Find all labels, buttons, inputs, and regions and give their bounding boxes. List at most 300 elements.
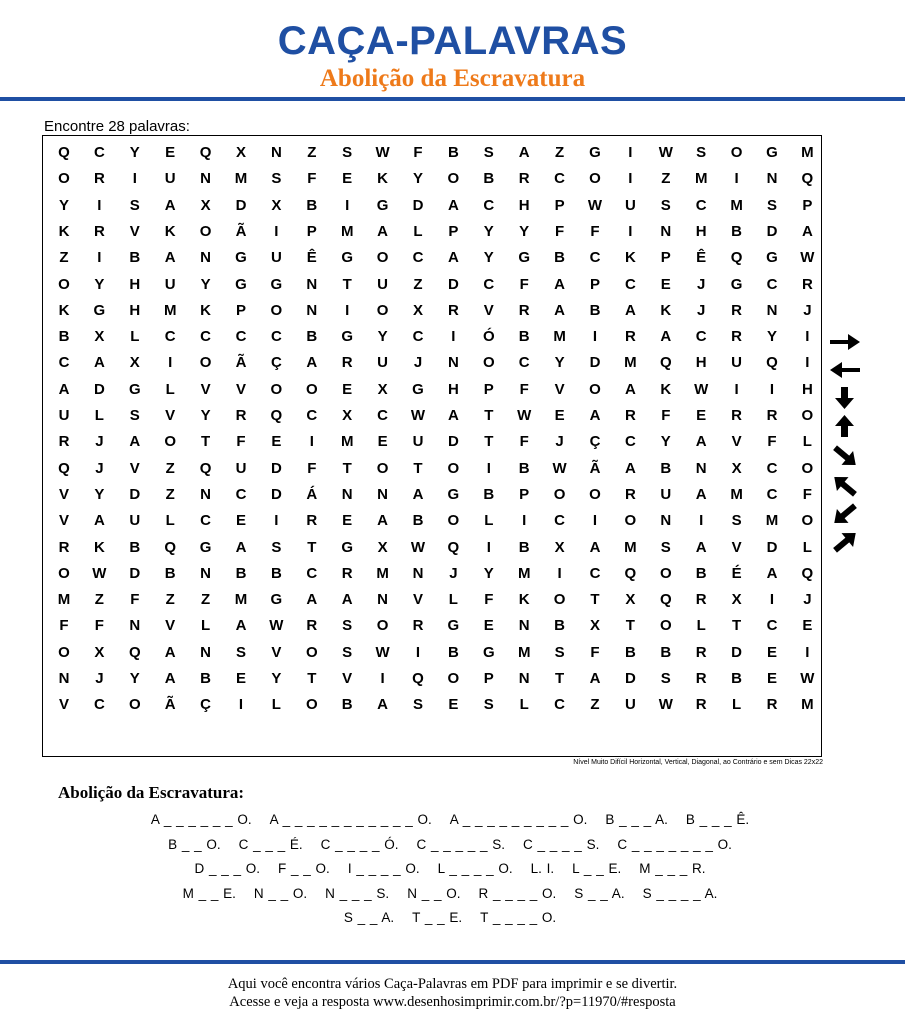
- grid-cell: B: [164, 564, 176, 582]
- grid-cell: R: [306, 617, 318, 635]
- grid-cell: X: [554, 538, 565, 556]
- grid-cell: I: [451, 328, 456, 346]
- grid-cell: F: [590, 222, 600, 240]
- grid-cell: W: [269, 617, 284, 635]
- grid-cell: U: [164, 170, 176, 188]
- grid-cell: K: [58, 301, 70, 319]
- grid-cell: A: [377, 696, 389, 714]
- grid-cell: D: [447, 275, 459, 293]
- grid-cell: S: [271, 538, 282, 556]
- grid-cell: E: [342, 512, 353, 530]
- grid-cell: O: [376, 301, 389, 319]
- grid-cell: F: [519, 433, 529, 451]
- grid-cell: L: [165, 380, 175, 398]
- grid-cell: W: [375, 144, 390, 161]
- grid-cell: Y: [129, 670, 140, 687]
- grid-cell: A: [624, 459, 636, 477]
- grid-cell: W: [410, 538, 426, 556]
- word-clue: D _ _ _ O.: [194, 861, 261, 876]
- grid-cell: O: [482, 354, 495, 372]
- grid-cell: S: [483, 696, 494, 714]
- grid-cell: U: [377, 354, 389, 372]
- grid-cell: R: [624, 328, 636, 346]
- grid-cell: P: [519, 485, 530, 503]
- grid-cell: E: [342, 170, 353, 188]
- grid-cell: E: [766, 670, 777, 687]
- grid-cell: C: [270, 328, 282, 346]
- grid-cell: D: [270, 459, 282, 477]
- grid-cell: L: [519, 696, 529, 714]
- grid-cell: N: [766, 301, 778, 319]
- grid-cell: W: [587, 196, 603, 214]
- grid-cell: T: [555, 670, 565, 687]
- grid-cell: I: [345, 301, 350, 319]
- grid-cell: W: [410, 407, 426, 424]
- grid-cell: I: [274, 512, 279, 530]
- grid-cell: W: [375, 643, 390, 661]
- grid-cell: A: [624, 301, 636, 319]
- grid-cell: N: [695, 459, 707, 477]
- grid-cell: O: [553, 485, 566, 503]
- grid-cell: E: [271, 433, 282, 451]
- grid-cell: R: [341, 354, 353, 372]
- grid-cell: A: [306, 591, 318, 609]
- grid-cell: O: [128, 696, 141, 714]
- word-clue: M _ _ E.: [182, 885, 236, 901]
- grid-cell: C: [695, 196, 707, 214]
- grid-cell: Y: [94, 275, 105, 293]
- arrow-left-icon: [828, 358, 862, 382]
- grid-cell: O: [730, 144, 743, 161]
- grid-cell: S: [483, 144, 494, 161]
- grid-cell: W: [658, 696, 673, 714]
- grid-cell: Q: [199, 459, 212, 477]
- grid-cell: Ç: [589, 433, 601, 451]
- grid-cell: Y: [200, 407, 211, 424]
- grid-cell: A: [624, 380, 636, 398]
- grid-cell: Q: [58, 144, 70, 161]
- grid-cell: X: [200, 196, 211, 214]
- grid-cell: S: [342, 144, 353, 161]
- grid-cell: N: [200, 249, 212, 267]
- grid-cell: U: [235, 459, 247, 477]
- grid-cell: E: [342, 380, 353, 398]
- grid-cell: O: [447, 512, 460, 530]
- grid-cell: S: [660, 538, 671, 556]
- grid-cell: U: [270, 249, 282, 267]
- grid-cell: G: [270, 591, 283, 609]
- grid-cell: I: [769, 380, 775, 398]
- grid-cell: Q: [270, 407, 283, 424]
- grid-cell: I: [699, 512, 704, 530]
- grid-cell: H: [129, 275, 141, 293]
- grid-cell: L: [165, 512, 175, 530]
- grid-cell: N: [766, 170, 778, 188]
- grid-cell: N: [447, 354, 459, 372]
- grid-cell: Y: [412, 170, 423, 188]
- grid-cell: W: [658, 144, 673, 161]
- grid-cell: V: [554, 380, 565, 398]
- grid-cell: É: [731, 564, 742, 582]
- word-clue: C _ _ _ _ S.: [523, 836, 600, 852]
- grid-cell: B: [447, 643, 459, 661]
- grid-cell: O: [447, 670, 460, 687]
- grid-cell: S: [696, 144, 707, 161]
- grid-cell: E: [696, 407, 707, 424]
- footer-line-1: Aqui você encontra vários Caça-Palavras em PDF para imprimir e se divertir.: [227, 976, 678, 992]
- grid-cell: F: [519, 275, 529, 293]
- word-clue: F _ _ O.: [278, 861, 330, 876]
- grid-cell: W: [800, 249, 815, 267]
- grid-cell: V: [235, 380, 246, 398]
- grid-cell: D: [129, 564, 141, 582]
- arrow-down-left-icon: [828, 502, 862, 526]
- grid-cell: Ç: [270, 354, 282, 372]
- grid-cell: T: [732, 617, 742, 635]
- grid-cell: H: [518, 196, 530, 214]
- grid-cell: J: [697, 275, 706, 293]
- grid-cell: A: [695, 433, 707, 451]
- grid-cell: O: [659, 617, 672, 635]
- word-clue: A _ _ _ _ _ _ _ _ _ O.: [449, 812, 588, 827]
- grid-cell: A: [377, 222, 389, 240]
- grid-cell: C: [200, 328, 212, 346]
- grid-cell: I: [274, 222, 279, 240]
- grid-cell: R: [731, 407, 743, 424]
- grid-cell: M: [517, 643, 531, 661]
- grid-cell: G: [376, 196, 389, 214]
- grid-cell: B: [129, 249, 141, 267]
- grid-cell: P: [589, 275, 600, 293]
- grid-cell: C: [412, 249, 424, 267]
- grid-cell: B: [129, 538, 141, 556]
- grid-cell: S: [660, 670, 671, 687]
- grid-cell: M: [694, 170, 708, 188]
- grid-cell: T: [484, 407, 494, 424]
- grid-cell: J: [803, 591, 812, 609]
- grid-cell: S: [342, 617, 353, 635]
- grid-cell: J: [95, 433, 104, 451]
- grid-cell: V: [342, 670, 353, 687]
- grid-cell: J: [95, 670, 104, 687]
- grid-cell: B: [270, 564, 282, 582]
- grid-cell: Z: [555, 144, 565, 161]
- grid-cell: K: [624, 249, 636, 267]
- grid-cell: P: [306, 222, 317, 240]
- arrow-up-left-icon: [828, 474, 862, 498]
- grid-cell: Y: [271, 670, 282, 687]
- difficulty-note: Nível Muito Difícil Horizontal, Vertical, Diagonal, ao Contrário e sem Dicas 22x22: [573, 759, 823, 766]
- direction-legend: [826, 330, 866, 560]
- grid-cell: X: [412, 301, 423, 319]
- grid-cell: M: [765, 512, 779, 530]
- grid-cell: Q: [730, 249, 743, 267]
- word-list-line: [40, 808, 860, 833]
- grid-cell: N: [660, 512, 672, 530]
- grid-cell: R: [695, 696, 707, 714]
- word-clue: S _ _ A.: [574, 885, 625, 901]
- grid-cell: Q: [659, 591, 672, 609]
- grid-cell: W: [92, 564, 107, 582]
- footer-divider: [0, 960, 905, 964]
- grid-cell: T: [413, 459, 423, 477]
- grid-cell: G: [199, 538, 212, 556]
- grid-cell: M: [624, 538, 637, 556]
- grid-cell: C: [235, 328, 247, 346]
- grid-cell: E: [165, 144, 176, 161]
- grid-cell: Q: [659, 354, 672, 372]
- grid-cell: F: [59, 617, 69, 635]
- grid-cell: O: [447, 170, 460, 188]
- grid-cell: I: [486, 459, 491, 477]
- grid-cell: E: [377, 433, 388, 451]
- grid-cell: A: [93, 354, 105, 372]
- grid-cell: C: [235, 485, 247, 503]
- grid-cell: G: [589, 144, 601, 161]
- word-clue: B _ _ _ A.: [605, 812, 668, 827]
- grid-cell: T: [307, 538, 317, 556]
- grid-cell: T: [590, 591, 600, 609]
- instructions: Encontre 28 palavras:: [44, 118, 190, 135]
- word-clue: C _ _ _ _ _ S.: [416, 836, 506, 852]
- grid-cell: P: [483, 670, 494, 687]
- grid-cell: T: [484, 433, 494, 451]
- grid-cell: R: [695, 643, 707, 661]
- grid-cell: K: [518, 591, 530, 609]
- grid-cell: I: [628, 144, 633, 161]
- grid-cell: A: [129, 433, 141, 451]
- grid-cell: R: [695, 591, 707, 609]
- grid-cell: A: [235, 538, 247, 556]
- grid-cell: W: [552, 459, 567, 477]
- grid-cell: Q: [199, 144, 212, 161]
- grid-cell: O: [58, 564, 70, 582]
- grid-cell: V: [58, 485, 69, 503]
- grid-cell: R: [447, 301, 459, 319]
- grid-cell: V: [271, 643, 282, 661]
- grid-cell: A: [412, 485, 424, 503]
- grid-cell: D: [235, 196, 247, 214]
- grid-cell: Q: [766, 354, 778, 372]
- grid-cell: U: [377, 275, 389, 293]
- grid-cell: W: [517, 407, 532, 424]
- grid-cell: A: [589, 670, 601, 687]
- grid-cell: B: [518, 459, 530, 477]
- grid-cell: X: [129, 354, 140, 372]
- grid-cell: B: [200, 670, 212, 687]
- grid-cell: B: [731, 222, 743, 240]
- grid-cell: X: [271, 196, 282, 214]
- grid-cell: S: [271, 170, 282, 188]
- grid-cell: I: [97, 249, 102, 267]
- grid-cell: H: [801, 380, 813, 398]
- grid-cell: P: [802, 196, 813, 214]
- grid-cell: R: [412, 617, 424, 635]
- grid-cell: D: [589, 354, 601, 372]
- grid-cell: C: [93, 144, 105, 161]
- grid-cell: G: [235, 275, 247, 293]
- grid-cell: J: [555, 433, 564, 451]
- grid-cell: O: [58, 275, 70, 293]
- grid-cell: C: [589, 249, 601, 267]
- grid-cell: Z: [165, 459, 175, 477]
- grid-cell: T: [307, 670, 317, 687]
- grid-cell: L: [802, 538, 812, 556]
- grid-cell: O: [659, 564, 672, 582]
- grid-cell: M: [340, 222, 354, 240]
- grid-cell: Z: [307, 144, 317, 161]
- grid-cell: N: [129, 617, 141, 635]
- arrow-up-icon: [828, 414, 862, 438]
- grid-cell: J: [413, 354, 423, 372]
- grid-cell: A: [695, 538, 707, 556]
- grid-cell: R: [731, 328, 743, 346]
- grid-cell: M: [801, 144, 814, 161]
- grid-cell: C: [589, 564, 601, 582]
- grid-cell: O: [199, 222, 212, 240]
- word-clue: L. I.: [530, 861, 555, 876]
- grid-cell: O: [801, 407, 814, 424]
- grid-cell: F: [484, 591, 494, 609]
- grid-cell: J: [95, 459, 104, 477]
- grid-cell: S: [235, 643, 246, 661]
- word-clue: L _ _ _ _ O.: [437, 861, 513, 876]
- grid-cell: N: [518, 670, 530, 687]
- grid-cell: P: [660, 249, 671, 267]
- grid-cell: J: [803, 301, 812, 319]
- grid-cell: Q: [801, 170, 814, 188]
- grid-cell: E: [235, 670, 246, 687]
- grid-cell: U: [129, 512, 141, 530]
- grid-cell: O: [376, 617, 389, 635]
- grid-cell: F: [590, 643, 600, 661]
- grid-cell: Y: [377, 328, 388, 346]
- grid-cell: T: [625, 617, 635, 635]
- grid-cell: H: [695, 222, 707, 240]
- word-list-line: [40, 833, 860, 858]
- grid-cell: Y: [200, 275, 211, 293]
- grid-cell: C: [483, 196, 495, 214]
- grid-cell: A: [447, 196, 459, 214]
- grid-cell: A: [695, 485, 707, 503]
- grid-cell: G: [766, 144, 778, 161]
- grid-cell: B: [58, 328, 70, 346]
- grid-cell: V: [165, 617, 176, 635]
- grid-cell: H: [447, 380, 459, 398]
- grid-cell: Q: [164, 538, 177, 556]
- grid-cell: L: [201, 617, 211, 635]
- grid-cell: Ã: [235, 354, 247, 372]
- grid-cell: Z: [165, 591, 175, 609]
- grid-cell: U: [731, 354, 743, 372]
- grid-cell: X: [94, 643, 105, 661]
- grid-cell: G: [482, 643, 495, 661]
- grid-cell: B: [518, 328, 530, 346]
- grid-cell: A: [518, 144, 530, 161]
- grid-cell: I: [168, 354, 173, 372]
- grid-cell: X: [94, 328, 105, 346]
- grid-cell: F: [519, 380, 529, 398]
- grid-cell: E: [554, 407, 565, 424]
- grid-cell: H: [695, 354, 707, 372]
- grid-cell: F: [661, 407, 671, 424]
- grid-cell: N: [341, 485, 353, 503]
- grid-cell: G: [128, 380, 141, 398]
- grid-cell: C: [377, 407, 389, 424]
- grid-cell: I: [628, 170, 633, 188]
- word-list-title: Abolição da Escravatura:: [58, 783, 245, 802]
- grid-cell: R: [766, 696, 778, 714]
- word-clue: S _ _ _ _ A.: [642, 885, 718, 901]
- footer: [0, 975, 905, 1011]
- grid-cell: K: [660, 380, 672, 398]
- grid-cell: A: [164, 196, 176, 214]
- grid-cell: W: [694, 380, 709, 398]
- grid-cell: Ã: [235, 222, 247, 240]
- grid-cell: O: [199, 354, 212, 372]
- grid-cell: B: [660, 459, 672, 477]
- grid-cell: C: [695, 328, 707, 346]
- grid-cell: N: [200, 564, 212, 582]
- grid-cell: Ã: [164, 696, 176, 714]
- word-clue: B _ _ O.: [168, 836, 221, 852]
- arrow-up-right-icon: [828, 530, 862, 554]
- grid-cell: M: [57, 591, 71, 609]
- grid-cell: B: [554, 249, 566, 267]
- grid-cell: I: [769, 591, 775, 609]
- grid-cell: S: [129, 407, 140, 424]
- grid-cell: L: [130, 328, 140, 346]
- grid-cell: O: [624, 512, 637, 530]
- grid-cell: K: [200, 301, 212, 319]
- grid-cell: I: [805, 328, 810, 346]
- grid-cell: C: [554, 170, 566, 188]
- grid-cell: Z: [590, 696, 600, 714]
- grid-cell: R: [624, 407, 636, 424]
- grid-cell: C: [624, 275, 636, 293]
- footer-line-2: Acesse e veja a resposta www.desenhosimprimir.com.br/?p=11970/#resposta: [229, 994, 676, 1010]
- grid-cell: R: [518, 301, 530, 319]
- grid-cell: M: [234, 170, 248, 188]
- grid-cell: Ã: [589, 459, 601, 477]
- grid-cell: M: [730, 196, 743, 214]
- word-clue: N _ _ O.: [253, 885, 308, 901]
- grid-cell: O: [305, 696, 318, 714]
- word-clue: S _ _ A.: [343, 910, 395, 925]
- grid-cell: A: [554, 275, 566, 293]
- grid-cell: L: [696, 617, 706, 635]
- grid-cell: V: [129, 459, 140, 477]
- grid-cell: P: [554, 196, 565, 214]
- grid-cell: V: [731, 538, 742, 556]
- grid-cell: P: [448, 222, 459, 240]
- grid-cell: B: [483, 485, 495, 503]
- grid-cell: R: [93, 170, 105, 188]
- grid-cell: I: [557, 564, 562, 582]
- grid-cell: J: [449, 564, 458, 582]
- grid-cell: S: [342, 643, 353, 661]
- grid-cell: M: [340, 433, 354, 451]
- grid-cell: Q: [128, 643, 141, 661]
- grid-cell: A: [766, 564, 778, 582]
- grid-cell: Y: [94, 485, 105, 503]
- grid-cell: G: [412, 380, 424, 398]
- grid-cell: O: [164, 433, 177, 451]
- grid-cell: A: [93, 512, 105, 530]
- grid-cell: F: [130, 591, 140, 609]
- grid-cell: O: [58, 643, 70, 661]
- grid-cell: N: [660, 222, 672, 240]
